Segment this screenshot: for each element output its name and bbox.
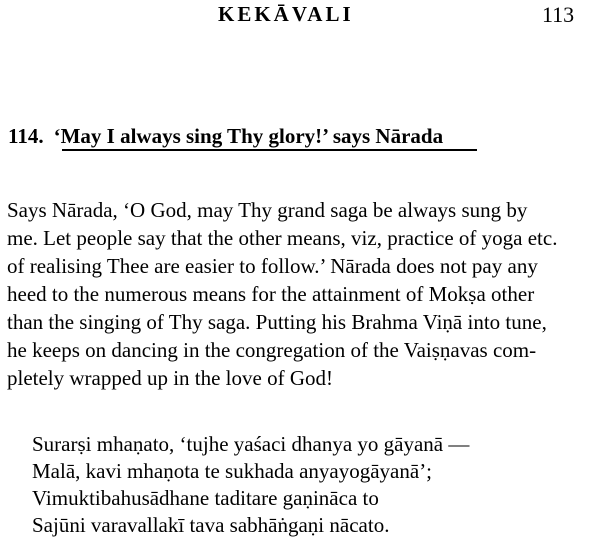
verse-line: Surarṣi mhaṇato, ‘tujhe yaśaci dhanya yo gāyanā —	[32, 432, 470, 456]
paragraph-line: Says Nārada, ‘O God, may Thy grand saga be always sung by	[7, 198, 528, 222]
paragraph-line: me. Let people say that the other means, viz, practice of yoga etc.	[7, 226, 558, 250]
paragraph-line: heed to the numerous means for the attainment of Mokṣa other	[7, 282, 535, 306]
section-title: ‘May I always sing Thy glory!’ says Nārada	[53, 124, 444, 148]
section-heading	[8, 124, 443, 149]
verse-line: Vimuktibahusādhane taditare gaṇināca to	[32, 486, 379, 510]
verse-line: Malā, kavi mhaṇota te sukhada anyayogāyanā’;	[32, 459, 433, 483]
body-paragraph	[7, 196, 597, 392]
paragraph-line: pletely wrapped up in the love of God!	[7, 366, 333, 390]
section-number: 114.	[8, 124, 44, 148]
paragraph-line: of realising Thee are easier to follow.’ Nārada does not pay any	[7, 254, 538, 278]
heading-underline	[62, 149, 477, 151]
verse-block	[32, 431, 469, 539]
page-number: 113	[542, 2, 575, 27]
running-title: KEKĀVALI	[218, 2, 354, 26]
verse-line: Sajūni varavallakī tava sabhāṅgaṇi nācato.	[32, 513, 390, 537]
paragraph-line: than the singing of Thy saga. Putting his Brahma Viṇā into tune,	[7, 310, 547, 334]
paragraph-line: he keeps on dancing in the congregation of the Vaiṣṇavas com-	[7, 338, 537, 362]
